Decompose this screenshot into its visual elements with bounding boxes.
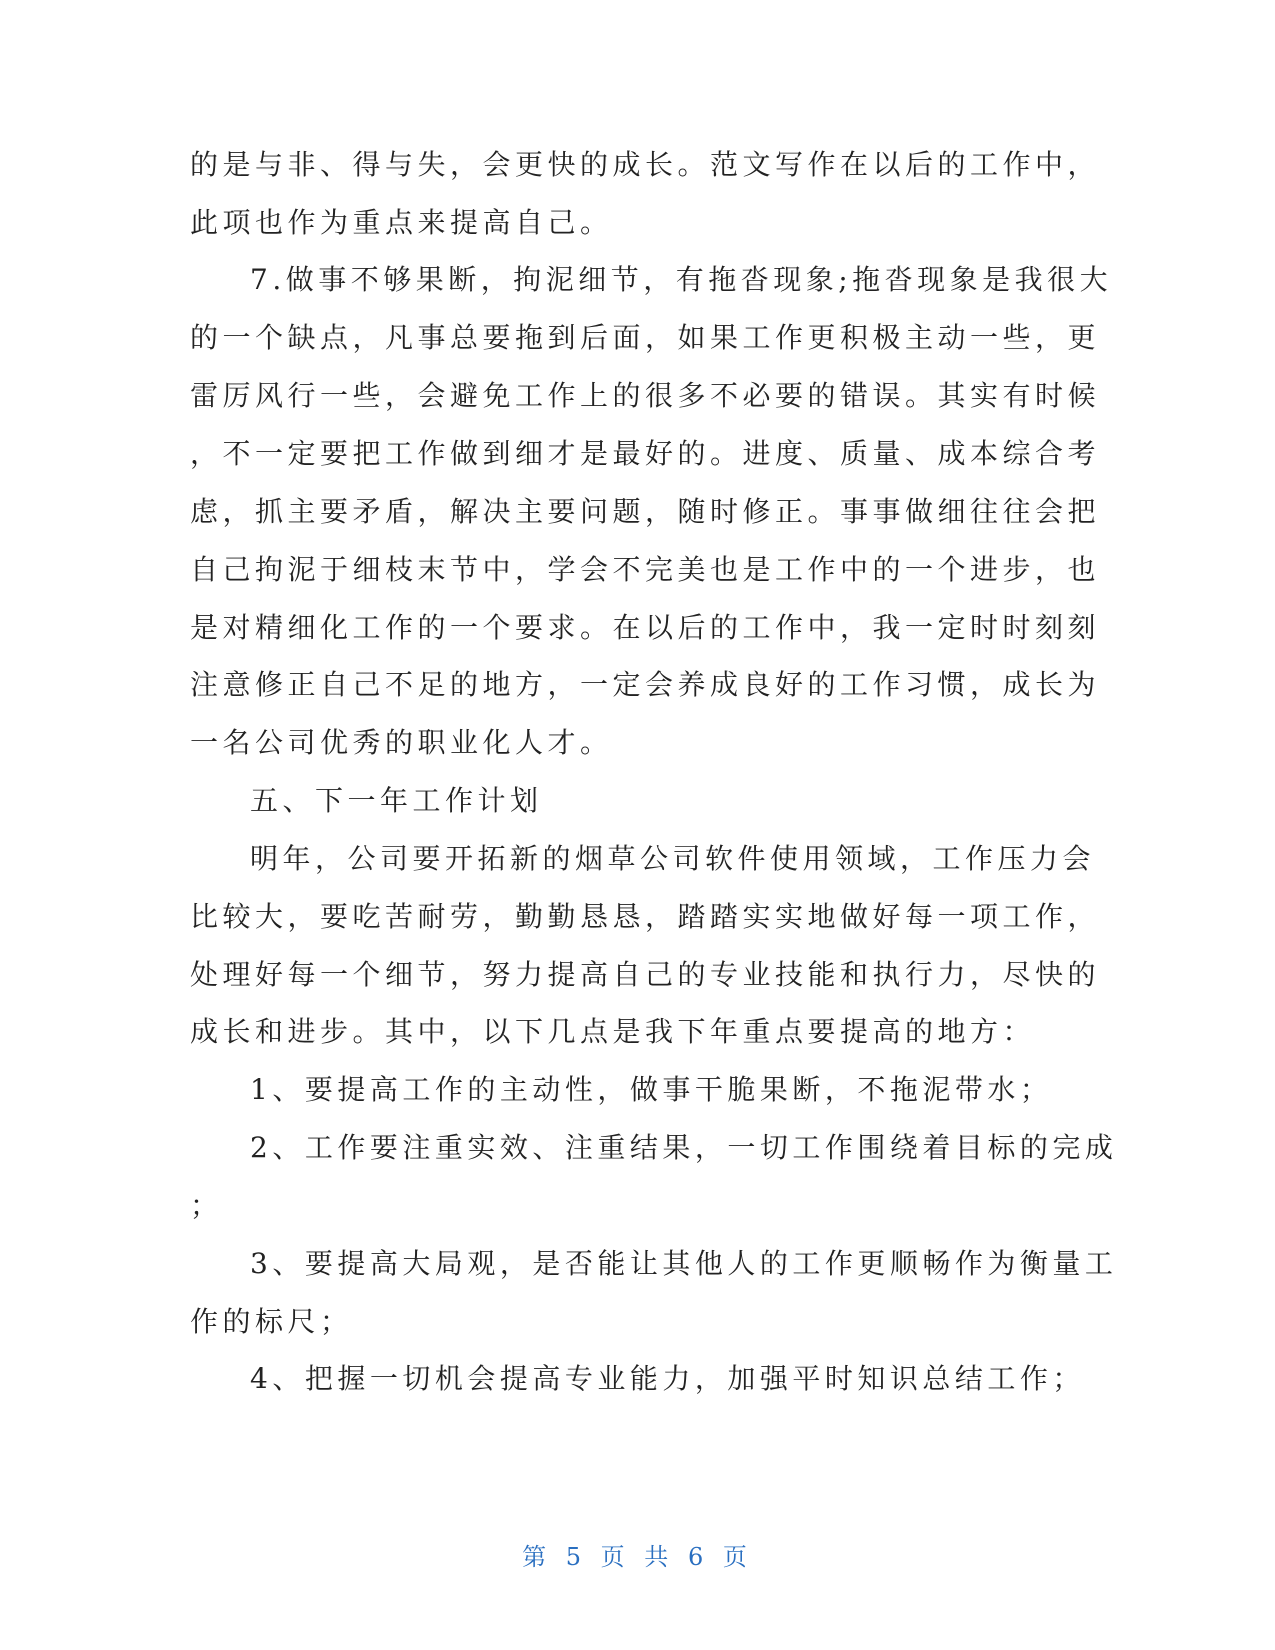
text-line: 7.做事不够果断，拘泥细节，有拖沓现象;拖沓现象是我很大 <box>250 263 1113 296</box>
text-line: ，不一定要把工作做到细才是最好的。进度、质量、成本综合考 <box>190 437 1101 470</box>
text-line: 的是与非、得与失，会更快的成长。范文写作在以后的工作中， <box>190 148 1101 181</box>
list-item: 2、工作要注重实效、注重结果，一切工作围绕着目标的完成 <box>250 1131 1118 1164</box>
text-line: 自己拘泥于细枝末节中，学会不完美也是工作中的一个进步，也 <box>190 553 1101 586</box>
page-footer <box>0 1537 1275 1572</box>
text-line: 比较大，要吃苦耐劳，勤勤恳恳，踏踏实实地做好每一项工作， <box>190 900 1101 933</box>
text-line: 注意修正自己不足的地方，一定会养成良好的工作习惯，成长为 <box>190 668 1101 701</box>
text-line: 一名公司优秀的职业化人才。 <box>190 726 613 759</box>
list-item: 1、要提高工作的主动性，做事干脆果断，不拖泥带水； <box>250 1073 1053 1106</box>
page-number: 第 5 页 共 6 页 <box>522 1543 753 1571</box>
text-line: 明年，公司要开拓新的烟草公司软件使用领域，工作压力会 <box>250 842 1096 875</box>
section-heading: 五、下一年工作计划 <box>250 784 543 817</box>
text-line: 雷厉风行一些，会避免工作上的很多不必要的错误。其实有时候 <box>190 379 1101 412</box>
text-line: 作的标尺； <box>190 1305 353 1338</box>
text-line: ； <box>190 1189 223 1222</box>
text-line: 虑，抓主要矛盾，解决主要问题，随时修正。事事做细往往会把 <box>190 495 1101 528</box>
list-item: 3、要提高大局观，是否能让其他人的工作更顺畅作为衡量工 <box>250 1247 1118 1280</box>
text-line: 成长和进步。其中，以下几点是我下年重点要提高的地方： <box>190 1015 1036 1048</box>
text-line: 此项也作为重点来提高自己。 <box>190 206 613 239</box>
text-line: 是对精细化工作的一个要求。在以后的工作中，我一定时时刻刻 <box>190 611 1101 644</box>
list-item: 4、把握一切机会提高专业能力，加强平时知识总结工作； <box>250 1362 1085 1395</box>
text-line: 的一个缺点，凡事总要拖到后面，如果工作更积极主动一些，更 <box>190 321 1101 354</box>
text-line: 处理好每一个细节，努力提高自己的专业技能和执行力，尽快的 <box>190 958 1101 991</box>
